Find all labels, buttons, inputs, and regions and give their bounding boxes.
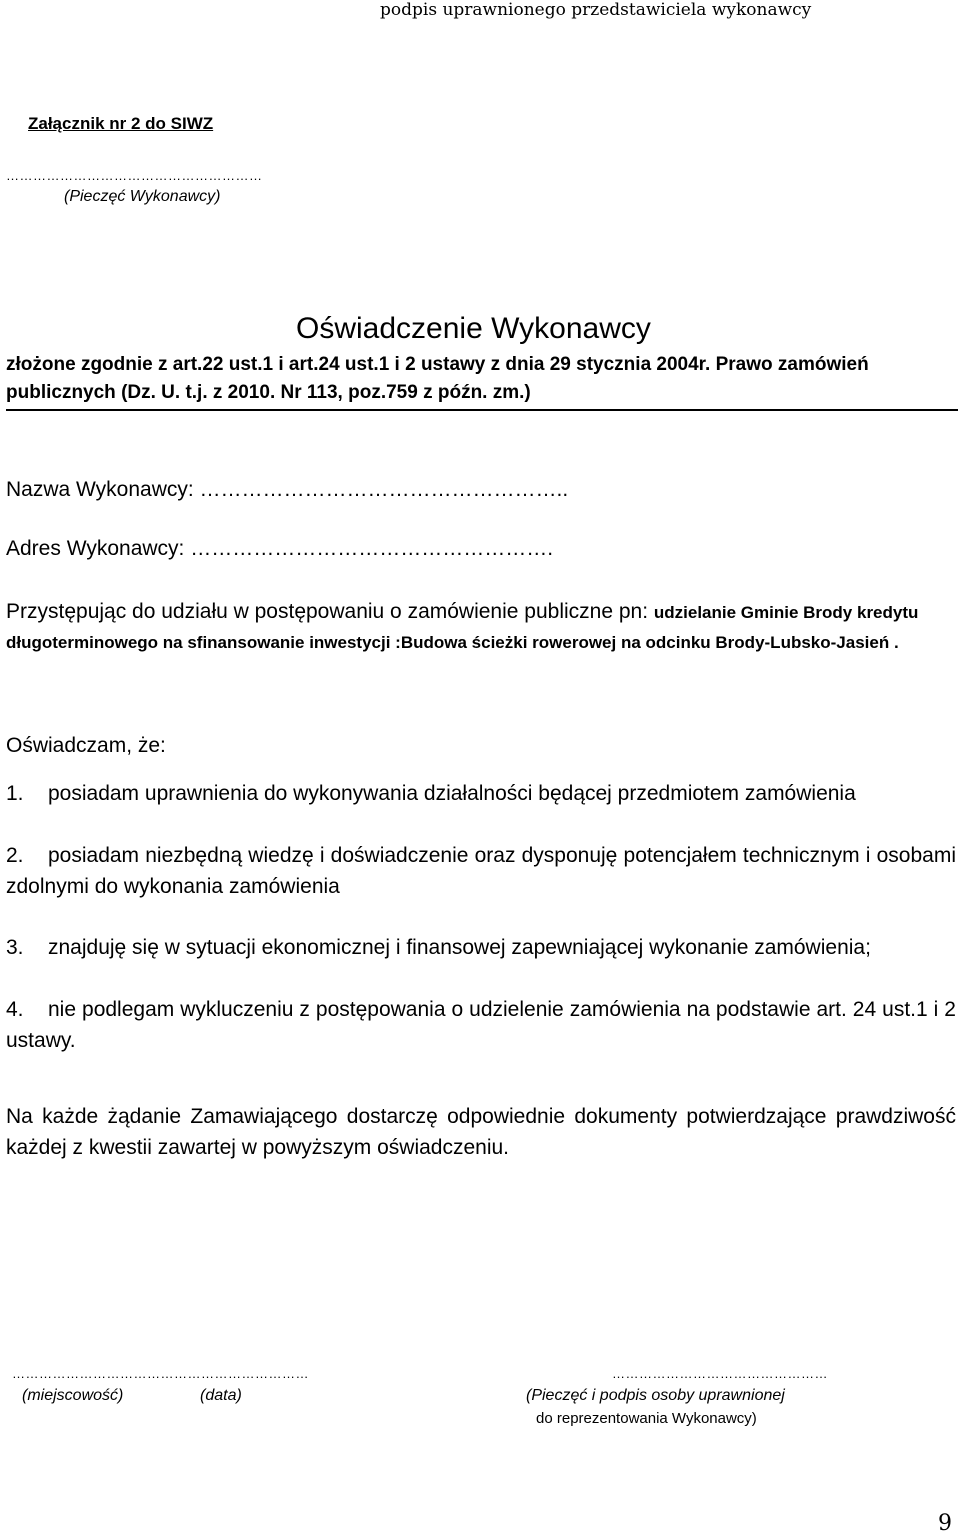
declaration-item <box>6 840 956 902</box>
item-number: 4. <box>6 998 24 1021</box>
attachment-heading: Załącznik nr 2 do SIWZ <box>28 114 214 133</box>
declaration-item <box>6 932 956 963</box>
item-text: posiadam uprawnienia do wykonywania działalności będącej przedmiotem zamówienia <box>48 782 856 805</box>
intro-paragraph <box>6 597 956 657</box>
intro-lead: Przystępując do udziału w postępowaniu o zamówienie publiczne pn: <box>6 600 654 623</box>
title-divider <box>6 409 958 411</box>
item-number: 3. <box>6 936 24 959</box>
document-title: Oświadczenie Wykonawcy <box>296 312 651 345</box>
date-label: (data) <box>200 1387 242 1404</box>
declaration-heading: Oświadczam, że: <box>6 734 166 757</box>
declaration-item <box>6 994 956 1056</box>
item-text: posiadam niezbędną wiedzę i doświadczenie oraz dysponuję potencjałem technicznym i osobami zdolnymi do wykonania zamówienia <box>6 844 956 898</box>
procurement-subject: udzielanie Gminie Brody kredytu długoterminowego na sfinansowanie inwestycji :Budowa ścieżki rowerowej na odcinku Brody-Lubsko-Jasień . <box>6 603 919 652</box>
place-label: (miejscowość) <box>22 1387 124 1404</box>
legal-basis-line-1: złożone zgodnie z art.22 ust.1 i art.24 ust.1 i 2 ustawy z dnia 29 stycznia 2004r. Prawo zamówień <box>6 354 869 375</box>
signature-dotted-line: ………………………………………… <box>612 1366 828 1381</box>
signature-label-line-2: do reprezentowania Wykonawcy) <box>536 1410 757 1427</box>
item-number: 2. <box>6 844 24 867</box>
legal-basis-line-2: publicznych (Dz. U. t.j. z 2010. Nr 113, poz.759 z późn. zm.) <box>6 382 531 403</box>
contractor-name-line: Nazwa Wykonawcy: …………………………………………….. <box>6 478 569 501</box>
item-text: znajduję się w sytuacji ekonomicznej i finansowej zapewniającej wykonanie zamówienia; <box>48 936 871 959</box>
declaration-item <box>6 778 956 809</box>
page-number: 9 <box>938 1511 952 1536</box>
item-number: 1. <box>6 782 24 805</box>
closing-paragraph: Na każde żądanie Zamawiającego dostarczę odpowiednie dokumenty potwierdzające prawdziwość każdej z kwestii zawartej w powyższym oświadczeniu. <box>6 1105 956 1159</box>
stamp-dotted-line: ………………………………………………… <box>6 168 263 183</box>
contractor-address-line: Adres Wykonawcy: ……………………………………………. <box>6 537 554 560</box>
stamp-label: (Pieczęć Wykonawcy) <box>64 188 221 205</box>
signature-label-line-1: (Pieczęć i podpis osoby uprawnionej <box>526 1387 785 1404</box>
signature-caption: podpis uprawnionego przedstawiciela wykonawcy <box>380 0 812 20</box>
item-text: nie podlegam wykluczeniu z postępowania o udzielenie zamówienia na podstawie art. 24 ust.1 i 2 ustawy. <box>6 998 956 1052</box>
place-date-dotted-line: ………………………………………………………… <box>12 1366 309 1381</box>
